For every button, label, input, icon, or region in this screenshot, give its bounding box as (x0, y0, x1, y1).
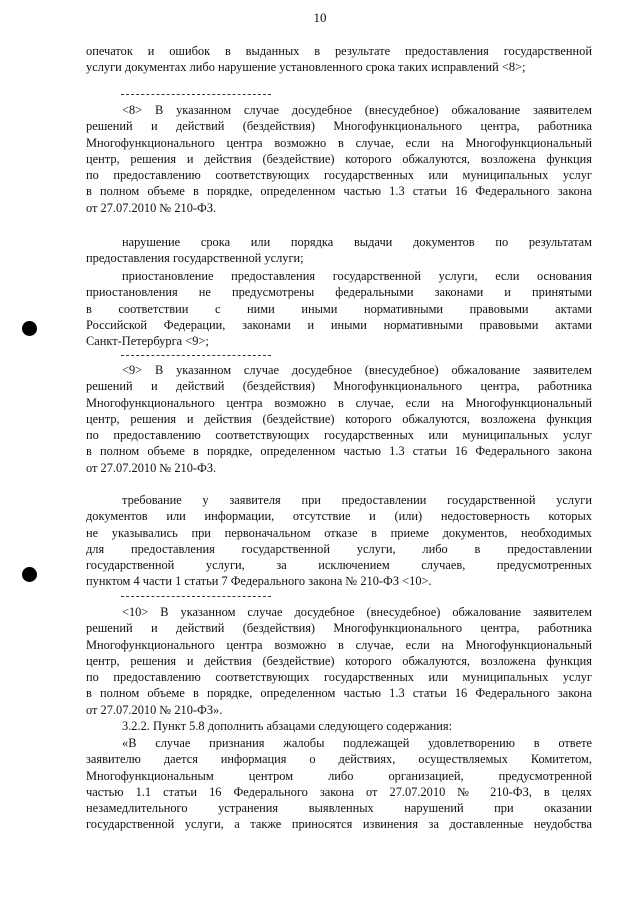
text-line: опечаток и ошибок в выданных в результате предоставления государственной (86, 44, 592, 58)
text-line: для предоставления государственной услуги, либо в предоставлении (86, 541, 592, 556)
text-line: от 27.07.2010 № 210-ФЗ». (86, 702, 223, 717)
text-line: 3.2.2. Пункт 5.8 дополнить абзацами следующего содержания: (122, 719, 453, 734)
text-line: незамедлительного устранения выявленных нарушений при оказании (86, 801, 592, 816)
footnote-separator (121, 94, 271, 95)
text-line: нарушение срока или порядка выдачи документов по результатам (122, 235, 592, 249)
text-line: Многофункционального центра возможно в случае, если на Многофункциональный (86, 395, 592, 410)
text-line: предоставления государственной услуги; (86, 251, 304, 266)
footnote-8 (86, 102, 592, 216)
text-line: частью 1.1 статьи 16 Федерального закона от 27.07.2010 № 210-ФЗ, в целях (86, 784, 592, 799)
text-line: «В случае признания жалобы подлежащей удовлетворению в ответе (122, 736, 592, 750)
text-line: заявителю дается информация о действиях, осуществляемых Комитетом, (86, 752, 592, 767)
text-line: Многофункционального центра возможно в случае, если на Многофункциональный (86, 135, 592, 150)
text-line: государственной услуги, за исключением случаев, предусмотренных (86, 558, 592, 573)
text-line: требование у заявителя при предоставлении государственной услуги (122, 493, 592, 507)
text-line: приостановление предоставления государственной услуги, если основания (122, 269, 592, 283)
text-line: решений и действий (бездействия) Многофункционального центра, работника (86, 621, 592, 636)
text-line: Российской Федерации, законами и иными нормативными правовыми актами (86, 317, 592, 332)
text-line: <9> В указанном случае досудебное (внесудебное) обжалование заявителем (122, 363, 592, 377)
text-line: в полном объеме в порядке, определенном частью 1.3 статьи 16 Федерального закона (86, 686, 592, 701)
text-line: <8> В указанном случае досудебное (внесудебное) обжалование заявителем (122, 103, 592, 117)
text-line: от 27.07.2010 № 210-ФЗ. (86, 460, 217, 475)
paragraph-correction-errors (86, 43, 592, 76)
text-line: центр, решения и действия (бездействие) которого обжалуются, возложена функция (86, 151, 592, 166)
paragraph-requirement (86, 492, 592, 590)
text-line: по предоставлению соответствующих государственных или муниципальных услуг (86, 670, 592, 685)
text-line: решений и действий (бездействия) Многофункционального центра, работника (86, 379, 592, 394)
text-line: приостановления не предусмотрены федеральными законами и принятыми (86, 285, 592, 300)
text-line: Многофункциональным центром либо организацией, предусмотренной (86, 768, 592, 783)
text-line: по предоставлению соответствующих государственных или муниципальных услуг (86, 428, 592, 443)
text-line: Санкт-Петербурга <9>; (86, 334, 209, 349)
text-line: документов или информации, отсутствие и (или) недостоверность которых (86, 509, 592, 524)
paragraph-deadline-violation (86, 234, 592, 267)
text-line: по предоставлению соответствующих государственных или муниципальных услуг (86, 168, 592, 183)
text-line: Многофункционального центра возможно в случае, если на Многофункциональный (86, 637, 592, 652)
text-line: от 27.07.2010 № 210-ФЗ. (86, 200, 217, 215)
hole-punch-mark (22, 567, 37, 582)
text-line: решений и действий (бездействия) Многофункционального центра, работника (86, 119, 592, 134)
text-line: пунктом 4 части 1 статьи 7 Федерального закона № 210-ФЗ <10>. (86, 574, 432, 589)
footnote-separator (121, 596, 271, 597)
text-line: <10> В указанном случае досудебное (внесудебное) обжалование заявителем (122, 605, 592, 619)
text-line: в полном объеме в порядке, определенном частью 1.3 статьи 16 Федерального закона (86, 184, 592, 199)
hole-punch-mark (22, 321, 37, 336)
text-line: центр, решения и действия (бездействие) которого обжалуются, возложена функция (86, 653, 592, 668)
text-line: не указывались при первоначальном отказе в приеме документов, необходимых (86, 525, 592, 540)
text-line: в полном объеме в порядке, определенном частью 1.3 статьи 16 Федерального закона (86, 444, 592, 459)
footnote-9 (86, 362, 592, 476)
page-number: 10 (313, 10, 327, 25)
text-line: центр, решения и действия (бездействие) которого обжалуются, возложена функция (86, 411, 592, 426)
paragraph-complaint-satisfied (86, 735, 592, 833)
footnote-separator (121, 355, 271, 356)
text-line: услуги документах либо нарушение установленного срока таких исправлений <8>; (86, 60, 526, 75)
paragraph-suspension (86, 268, 592, 349)
footnote-10 (86, 604, 592, 734)
text-line: государственной услуги, а также приносятся извинения за доставленные неудобства (86, 817, 592, 832)
text-line: в соответствии с ними иными нормативными правовыми актами (86, 301, 592, 316)
